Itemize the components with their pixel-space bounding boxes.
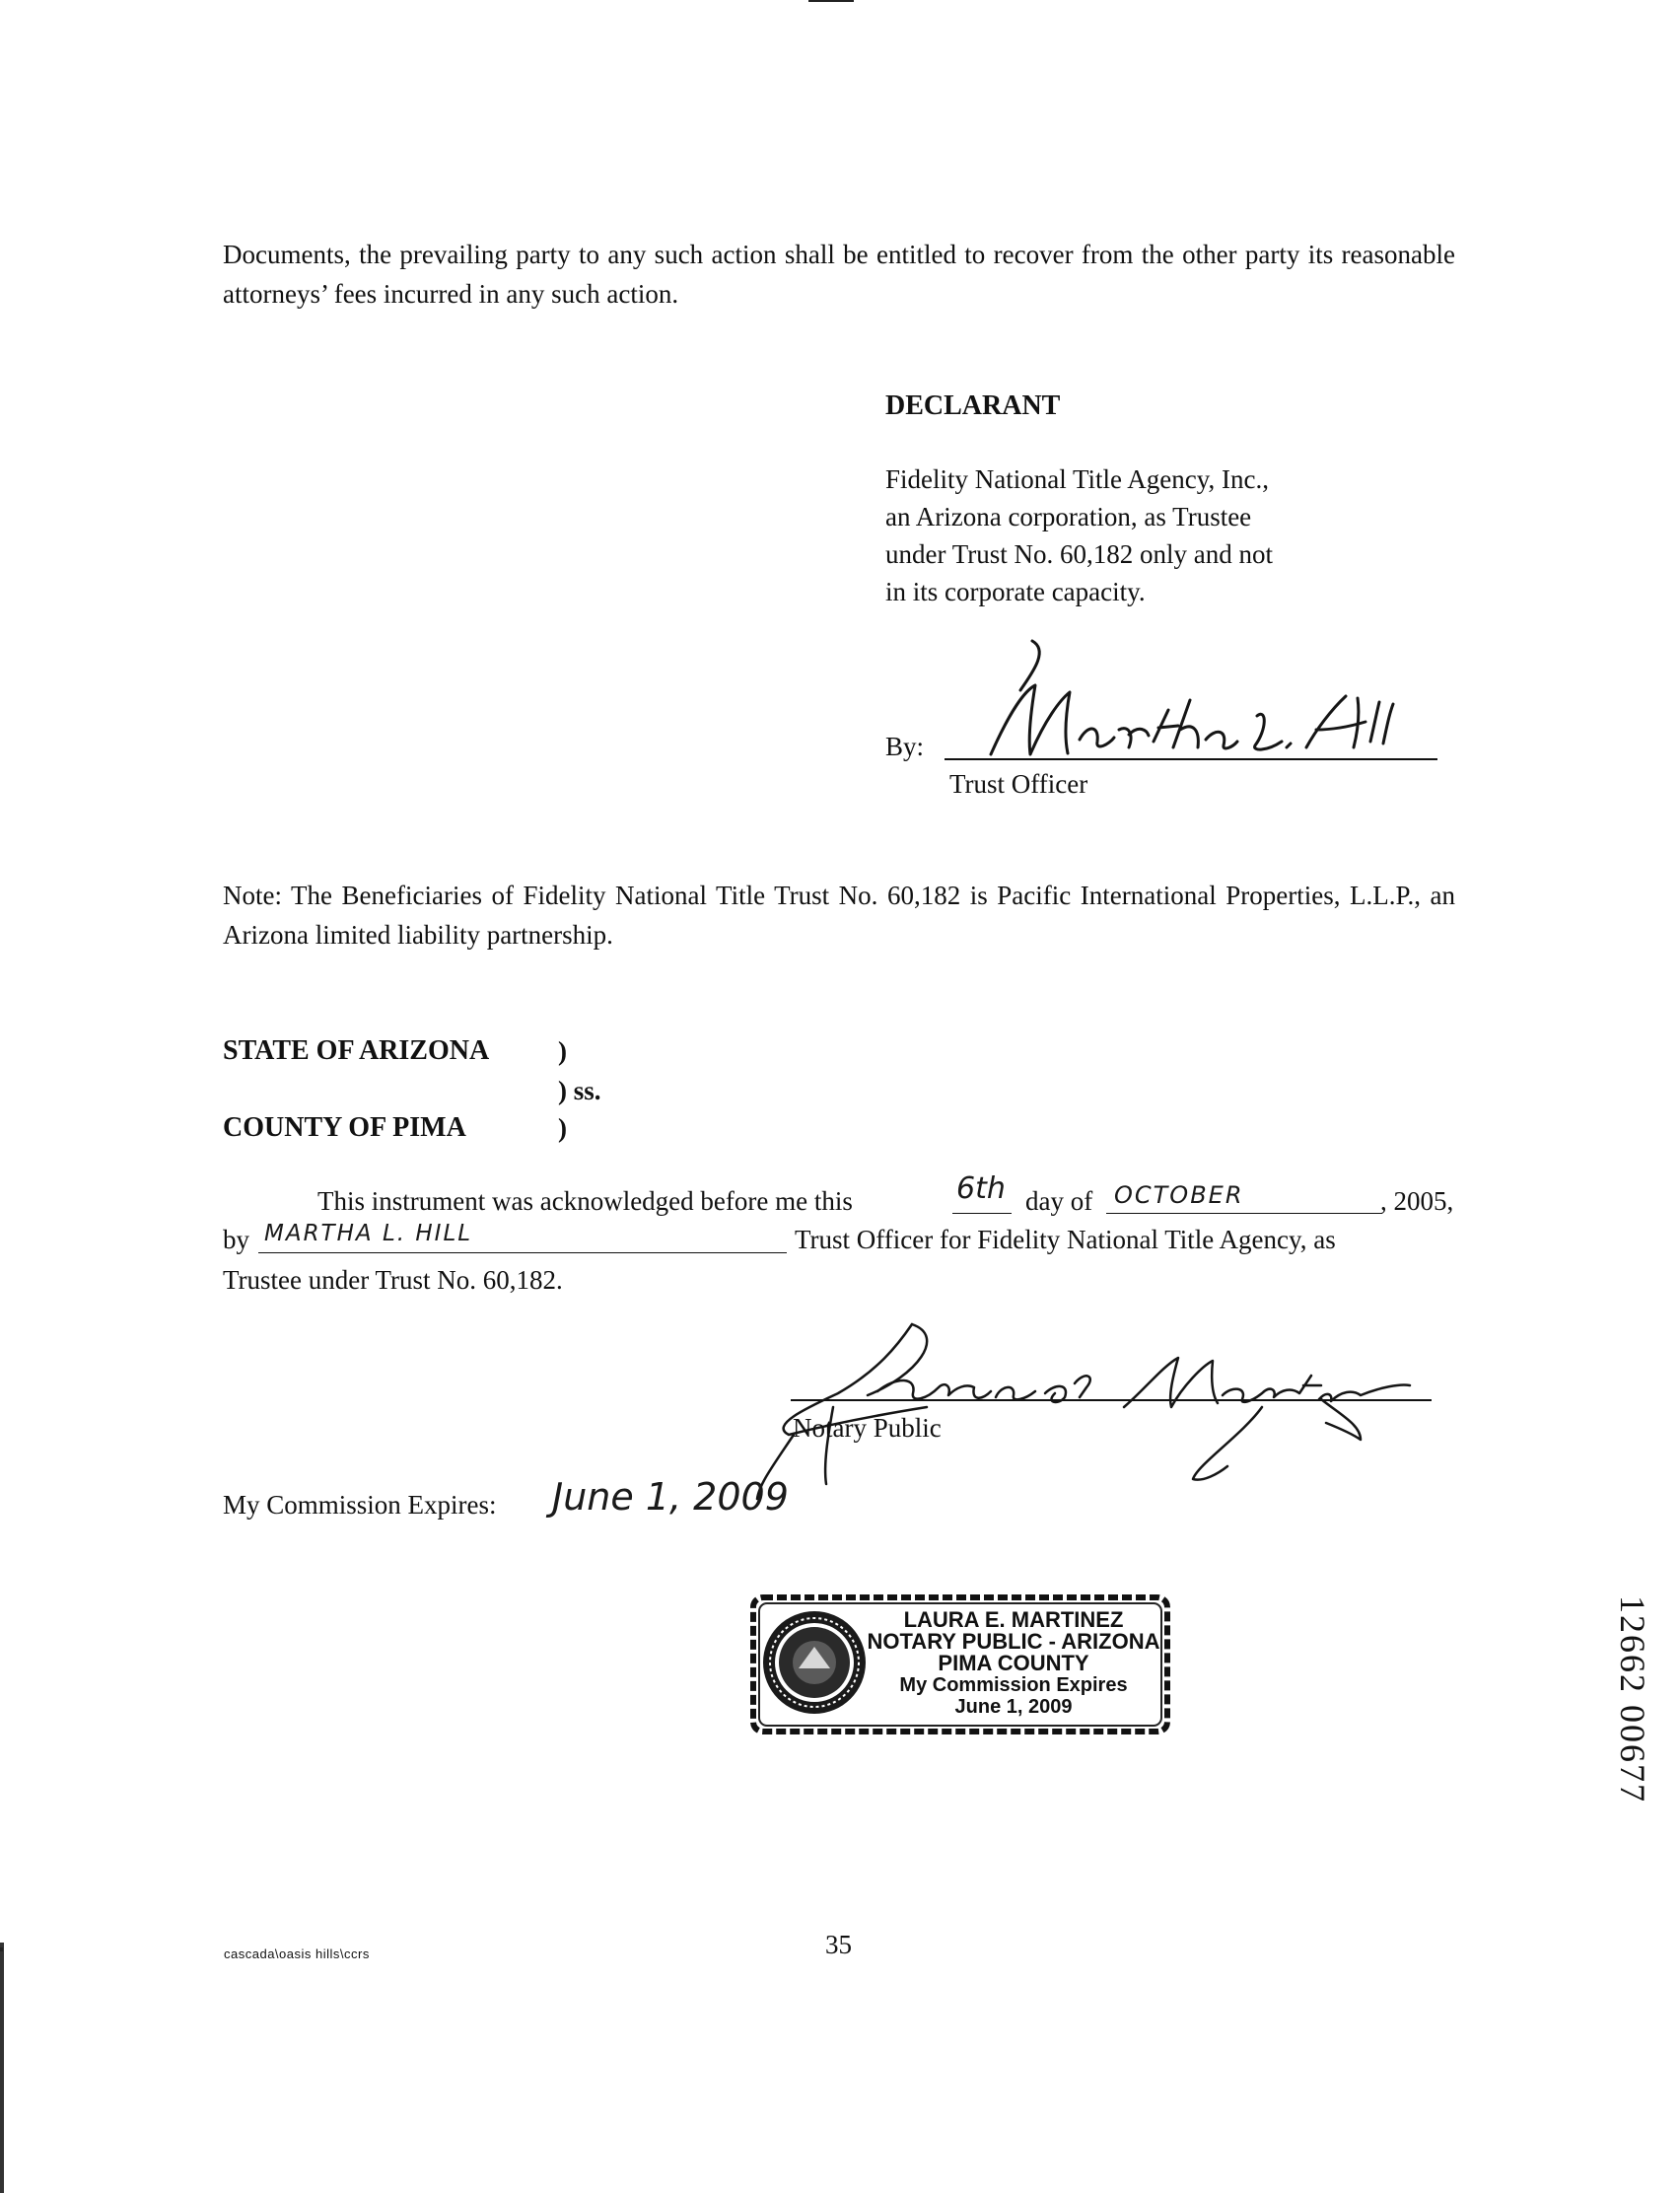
declarant-line-4: in its corporate capacity.	[885, 577, 1146, 606]
venue-county: COUNTY OF PIMA	[223, 1112, 466, 1143]
ack-month-handwritten: OCTOBER	[1114, 1181, 1244, 1209]
declarant-line-3: under Trust No. 60,182 only and not	[885, 539, 1274, 569]
ack-text-4: Trustee under Trust No. 60,182.	[223, 1265, 563, 1295]
intro-paragraph: Documents, the prevailing party to any such action shall be entitled to recover from the other party its reasonable attorneys’ fees incurred in any such action.	[223, 240, 1455, 309]
stamp-text-block	[864, 1609, 1163, 1718]
commission-handwritten: June 1, 2009	[552, 1475, 789, 1519]
scan-mark-left-dot	[0, 1947, 3, 1951]
ack-name-line	[258, 1252, 787, 1253]
venue-state-paren: )	[558, 1036, 567, 1066]
commission-label: My Commission Expires:	[223, 1490, 497, 1520]
page-number: 35	[825, 1930, 852, 1959]
footer-file-path: cascada\oasis hills\ccrs	[224, 1946, 370, 1961]
ack-day-handwritten: 6th	[956, 1171, 1006, 1206]
ack-year: , 2005,	[1380, 1186, 1454, 1216]
declarant-heading: DECLARANT	[885, 390, 1061, 421]
stamp-line-title: NOTARY PUBLIC - ARIZONA	[867, 1629, 1160, 1654]
notary-stamp	[747, 1592, 1173, 1737]
venue-state: STATE OF ARIZONA	[223, 1035, 490, 1066]
venue-ss: ) ss.	[558, 1076, 601, 1105]
by-label: By:	[885, 732, 925, 761]
declarant-line-1: Fidelity National Title Agency, Inc.,	[885, 464, 1269, 494]
declarant-line-2: an Arizona corporation, as Trustee	[885, 502, 1252, 531]
trust-officer-label: Trust Officer	[949, 769, 1088, 799]
side-document-number: 12662 00677	[1613, 1595, 1652, 1804]
state-seal-icon	[759, 1607, 870, 1718]
ack-month-line	[1106, 1213, 1382, 1214]
venue-county-paren: )	[558, 1113, 567, 1143]
stamp-line-county: PIMA COUNTY	[938, 1651, 1089, 1675]
ack-text-1: This instrument was acknowledged before me this	[317, 1186, 853, 1216]
declarant-block	[885, 460, 1378, 610]
trust-officer-signature	[971, 631, 1405, 764]
ack-by: by	[223, 1225, 249, 1254]
ack-text-3: Trust Officer for Fidelity National Title Agency, as	[795, 1225, 1336, 1254]
ack-text-2: day of	[1025, 1186, 1093, 1216]
ack-name-handwritten: MARTHA L. HILL	[264, 1221, 473, 1246]
stamp-line-commission: My Commission Expires	[899, 1674, 1128, 1696]
stamp-line-name: LAURA E. MARTINEZ	[903, 1607, 1124, 1632]
stamp-line-expiry: June 1, 2009	[954, 1696, 1073, 1718]
scan-mark-left	[0, 1943, 4, 2193]
note-paragraph: Note: The Beneficiaries of Fidelity National Title Trust No. 60,182 is Pacific International Properties, L.L.P., an Arizona limited liability partnership.	[223, 881, 1455, 950]
notary-label: Notary Public	[793, 1413, 942, 1443]
scan-mark-top	[808, 0, 854, 2]
ack-day-line	[952, 1213, 1012, 1214]
